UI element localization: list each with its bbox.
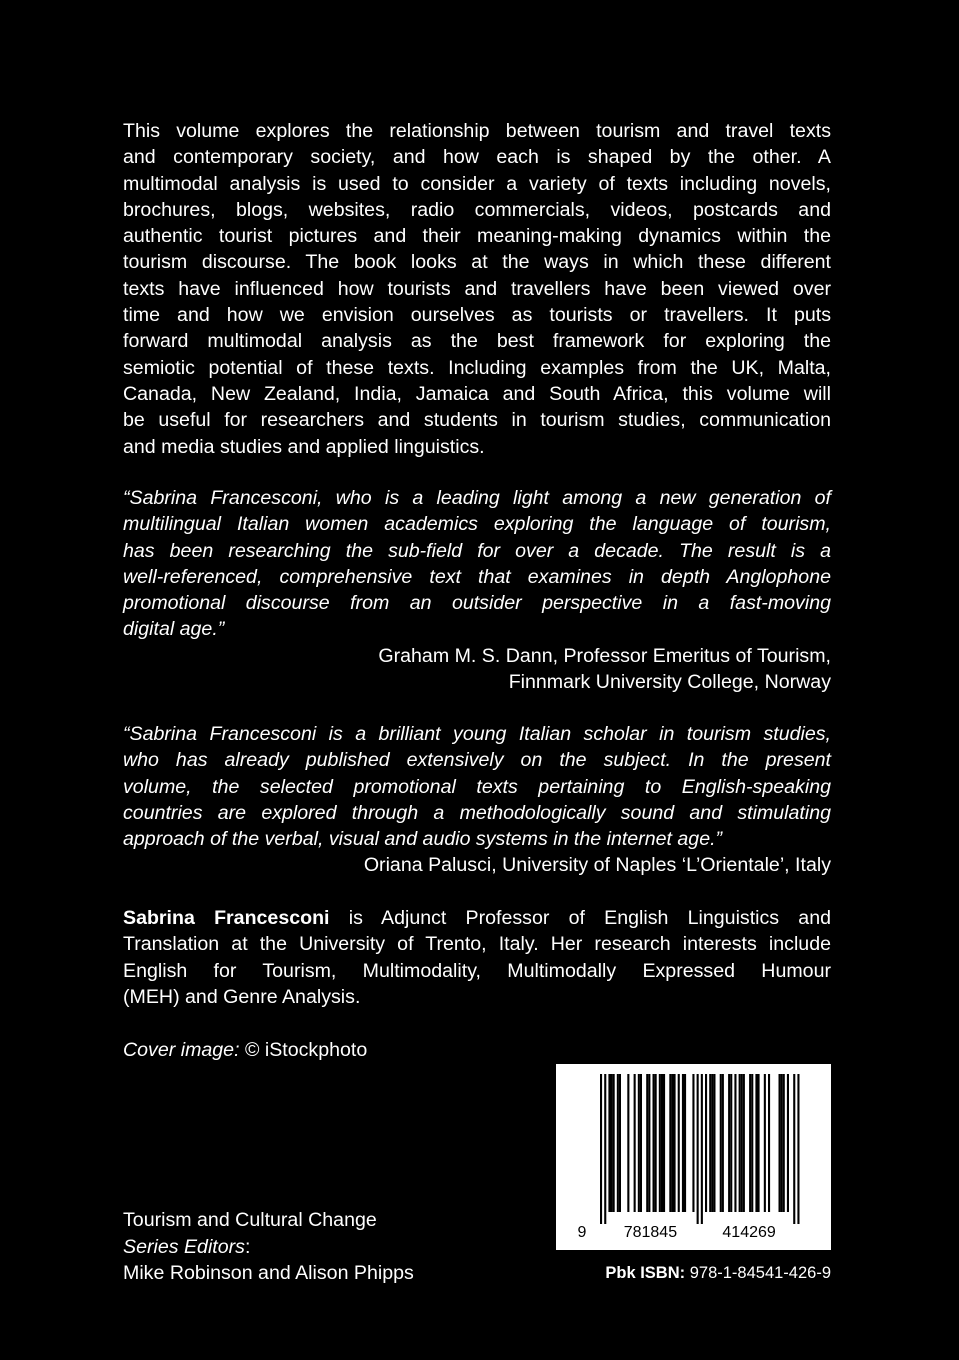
- barcode-bar: [741, 1074, 743, 1212]
- barcode-bar: [734, 1074, 736, 1212]
- barcode-bar: [659, 1074, 661, 1212]
- barcode-bar: [755, 1074, 757, 1212]
- barcode-bar: [720, 1074, 722, 1212]
- barcode-bar: [604, 1074, 606, 1224]
- barcode-bar: [611, 1074, 613, 1212]
- cover-image-credit: [123, 1037, 367, 1063]
- barcode-bar: [797, 1074, 799, 1224]
- barcode-bar: [608, 1074, 610, 1212]
- barcode-bar: [648, 1074, 650, 1212]
- barcode-bar: [661, 1074, 663, 1212]
- text-line: digital age.”: [123, 618, 225, 641]
- barcode-bar: [705, 1074, 707, 1212]
- barcode-bar: [768, 1074, 770, 1212]
- text-line: be useful for researchers and students in tourism studies, communication: [123, 409, 831, 432]
- barcode-bar: [663, 1074, 665, 1212]
- barcode-bar: [684, 1074, 686, 1212]
- text-line: texts have influenced how tourists and travellers have been viewed over: [123, 277, 831, 300]
- barcode-bar: [692, 1074, 694, 1212]
- text-line: countries are explored through a methodologically sound and stimulating: [123, 801, 831, 824]
- barcode-bar: [701, 1074, 703, 1224]
- text-line: “Sabrina Francesconi, who is a leading light among a new generation of: [123, 487, 831, 509]
- barcode-bar: [779, 1074, 781, 1212]
- barcode-bar: [743, 1074, 745, 1212]
- text-line: time and how we envision ourselves as tourists or travellers. It puts: [123, 304, 831, 327]
- text-line: This volume explores the relationship between tourism and travel texts: [123, 120, 831, 142]
- text-line: Canada, New Zealand, India, Jamaica and South Africa, this volume will: [123, 382, 831, 405]
- barcode-bar: [613, 1074, 615, 1212]
- barcode-bars: [556, 1064, 831, 1250]
- barcode-bar: [739, 1074, 741, 1212]
- barcode-bar: [627, 1074, 629, 1212]
- bio-first-line: Sabrina Francesconi is Adjunct Professor of English Linguistics and: [123, 907, 832, 929]
- description-paragraph: [123, 118, 831, 460]
- text-line: and contemporary society, and how each is shaped by the other. A: [123, 146, 831, 169]
- barcode-bar: [655, 1074, 657, 1212]
- barcode-bar: [711, 1074, 713, 1212]
- attribution-line: Graham M. S. Dann, Professor Emeritus of Tourism,: [378, 644, 831, 667]
- review-quote-palusci: [123, 721, 831, 879]
- review-quote-text: [123, 721, 831, 852]
- barcode-bar: [678, 1074, 680, 1212]
- barcode-bar: [758, 1074, 760, 1212]
- cover-credit-value: © iStockphoto: [239, 1039, 368, 1061]
- barcode-bar: [793, 1074, 795, 1224]
- text-line: tourism discourse. The book looks at the ways in which these different: [123, 251, 831, 274]
- isbn-line: [556, 1264, 831, 1283]
- review-attribution: [123, 852, 831, 878]
- barcode-bar: [709, 1074, 711, 1212]
- barcode-digits: 414269: [722, 1224, 776, 1241]
- barcode-bar: [749, 1074, 751, 1212]
- barcode-bar: [697, 1074, 699, 1224]
- barcode-bar: [764, 1074, 766, 1212]
- cover-credit-label: Cover image:: [123, 1039, 240, 1061]
- barcode-bar: [722, 1074, 724, 1212]
- isbn-value: 978-1-84541-426-9: [685, 1264, 831, 1282]
- text-line: well-referenced, comprehensive text that examines in depth Anglophone: [123, 565, 831, 588]
- barcode-bar: [617, 1074, 619, 1212]
- isbn-label: Pbk ISBN:: [605, 1264, 686, 1282]
- barcode-bar: [640, 1074, 642, 1212]
- text-line: (MEH) and Genre Analysis.: [123, 985, 361, 1008]
- attribution-line: Finnmark University College, Norway: [508, 671, 831, 694]
- text-line: has been researching the sub-field for over a decade. The result is a: [123, 539, 831, 562]
- barcode-bar: [682, 1074, 684, 1212]
- barcode: [556, 1064, 831, 1250]
- barcode-bar: [638, 1074, 640, 1212]
- series-editors: Mike Robinson and Alison Phipps: [123, 1262, 414, 1284]
- text-line: semiotic potential of these texts. Including examples from the UK, Malta,: [123, 356, 831, 379]
- barcode-bar: [728, 1074, 730, 1212]
- barcode-digits: 781845: [623, 1224, 678, 1241]
- text-line: “Sabrina Francesconi is a brilliant young Italian scholar in tourism studies,: [123, 723, 831, 745]
- barcode-bar: [671, 1074, 673, 1212]
- barcode-bar: [619, 1074, 621, 1212]
- text-line: Translation at the University of Trento, Italy. Her research interests include: [123, 933, 831, 956]
- text-line: who has already published extensively on the subject. In the present: [123, 749, 831, 772]
- barcode-bar: [653, 1074, 655, 1212]
- review-attribution: [123, 643, 831, 696]
- barcode-bar: [669, 1074, 671, 1212]
- author-name: Sabrina Francesconi: [123, 907, 330, 929]
- barcode-bar: [634, 1074, 636, 1212]
- text-line: multimodal analysis is used to consider a variety of texts including novels,: [123, 172, 831, 195]
- attribution-line: Oriana Palusci, University of Naples ‘L’Orientale’, Italy: [363, 854, 831, 877]
- barcode-bar: [713, 1074, 715, 1212]
- text-line: brochures, blogs, websites, radio commercials, videos, postcards and: [123, 198, 831, 221]
- series-editors-label: Series Editors: [123, 1235, 245, 1258]
- barcode-bar: [781, 1074, 783, 1212]
- text-line: English for Tourism, Multimodality, Multimodally Expressed Humour: [123, 959, 831, 982]
- text-line: forward multimodal analysis as the best framework for exploring the: [123, 330, 831, 353]
- barcode-digits: 9: [577, 1224, 587, 1241]
- series-info: [123, 1207, 414, 1287]
- barcode-bar: [646, 1074, 648, 1212]
- series-editors-label-line: Series Editors:: [123, 1235, 251, 1258]
- text-line: approach of the verbal, visual and audio systems in the internet age.”: [123, 828, 723, 851]
- text-line: promotional discourse from an outsider perspective in a fast-moving: [123, 592, 831, 615]
- barcode-bar: [783, 1074, 785, 1212]
- series-name: Tourism and Cultural Change: [123, 1209, 377, 1231]
- barcode-bar: [674, 1074, 676, 1212]
- barcode-bar: [787, 1074, 789, 1212]
- review-quote-dann: [123, 485, 831, 695]
- text-line: authentic tourist pictures and their meaning-making dynamics within the: [123, 225, 831, 248]
- text-line: volume, the selected promotional texts pertaining to English-speaking: [123, 775, 831, 798]
- text-line: multilingual Italian women academics exploring the language of tourism,: [123, 513, 831, 536]
- author-bio: [123, 905, 831, 1010]
- barcode-bar: [730, 1074, 732, 1212]
- barcode-bar: [600, 1074, 602, 1224]
- review-quote-text: [123, 485, 831, 643]
- barcode-bar: [751, 1074, 753, 1212]
- text-line: and media studies and applied linguistics.: [123, 435, 485, 458]
